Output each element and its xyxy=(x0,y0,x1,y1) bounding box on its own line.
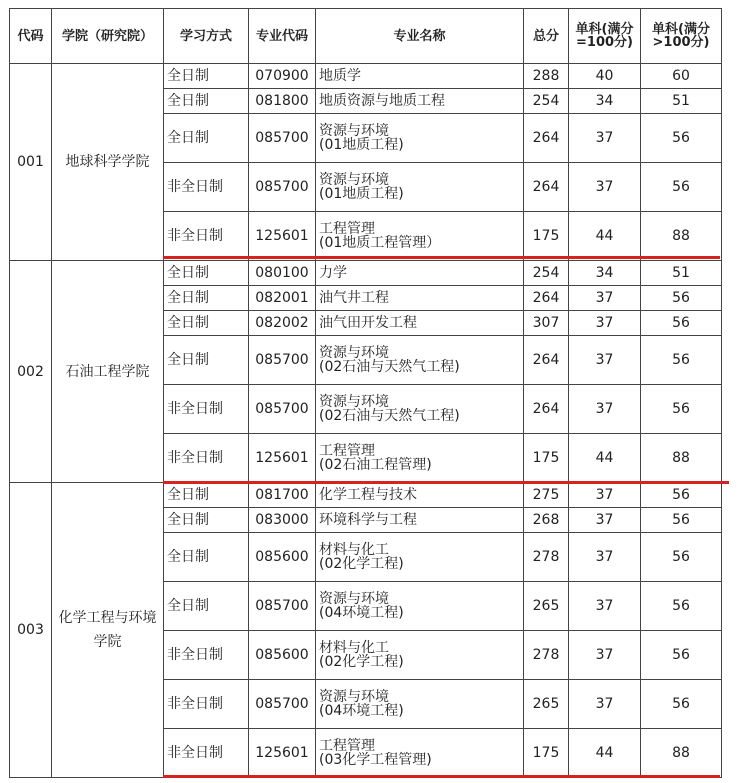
major-code-cell: 082001 xyxy=(249,286,316,311)
total-score-cell: 254 xyxy=(524,89,569,114)
major-direction-line: (04环境工程) xyxy=(319,605,404,621)
major-code-cell: 125601 xyxy=(249,212,316,261)
major-name-line: 工程管理 xyxy=(319,443,375,459)
major-direction-line: (02石油与天然气工程) xyxy=(319,408,460,424)
total-score-cell: 264 xyxy=(524,336,569,385)
study-mode-cell: 全日制 xyxy=(164,336,249,385)
single100-cell: 37 xyxy=(569,163,641,212)
major-name-line: 工程管理 xyxy=(319,221,375,237)
single-gt100-cell: 56 xyxy=(641,631,722,680)
study-mode-cell: 非全日制 xyxy=(164,434,249,483)
header-college: 学院（研究院） xyxy=(52,9,164,64)
major-name-cell xyxy=(316,434,524,483)
major-name-cell xyxy=(316,261,524,286)
major-name-cell xyxy=(316,533,524,582)
single-gt100-cell: 51 xyxy=(641,261,722,286)
total-score-cell: 175 xyxy=(524,729,569,778)
total-score-cell: 307 xyxy=(524,311,569,336)
single100-cell: 44 xyxy=(569,212,641,261)
major-name-cell xyxy=(316,483,524,508)
major-code-cell: 085700 xyxy=(249,336,316,385)
major-code-cell: 085700 xyxy=(249,385,316,434)
single-gt100-cell: 56 xyxy=(641,114,722,163)
single-gt100-cell: 56 xyxy=(641,508,722,533)
major-name-cell xyxy=(316,582,524,631)
major-code-cell: 070900 xyxy=(249,64,316,89)
major-code-cell: 125601 xyxy=(249,434,316,483)
study-mode-cell: 非全日制 xyxy=(164,631,249,680)
major-direction-line: (01地质工程管理） xyxy=(319,235,441,251)
major-direction-line: (01地质工程) xyxy=(319,137,404,153)
major-name-line: 材料与化工 xyxy=(319,542,389,558)
total-score-cell: 265 xyxy=(524,582,569,631)
single100-cell: 37 xyxy=(569,483,641,508)
total-score-cell: 278 xyxy=(524,631,569,680)
study-mode-cell: 非全日制 xyxy=(164,729,249,778)
study-mode-cell: 非全日制 xyxy=(164,680,249,729)
single-gt100-cell: 56 xyxy=(641,385,722,434)
total-score-cell: 264 xyxy=(524,114,569,163)
study-mode-cell: 非全日制 xyxy=(164,212,249,261)
header-code: 代码 xyxy=(10,9,52,64)
total-score-cell: 175 xyxy=(524,434,569,483)
total-score-cell: 254 xyxy=(524,261,569,286)
red-underline-2 xyxy=(163,481,729,484)
single100-cell: 44 xyxy=(569,729,641,778)
study-mode-cell: 全日制 xyxy=(164,508,249,533)
study-mode-cell: 全日制 xyxy=(164,114,249,163)
major-name-cell xyxy=(316,385,524,434)
study-mode-cell: 全日制 xyxy=(164,286,249,311)
table-row xyxy=(10,261,722,286)
major-name-line: 油气田开发工程 xyxy=(319,315,417,331)
major-direction-line: (01地质工程) xyxy=(319,186,404,202)
major-direction-line: (02化学工程) xyxy=(319,556,404,572)
major-name-line: 资源与环境 xyxy=(319,689,389,705)
college-code-cell: 001 xyxy=(10,64,52,261)
single100-cell: 44 xyxy=(569,434,641,483)
major-direction-line: (04环境工程) xyxy=(319,703,404,719)
single100-cell: 37 xyxy=(569,336,641,385)
header-total: 总分 xyxy=(524,9,569,64)
major-code-cell: 082002 xyxy=(249,311,316,336)
major-name-line: 材料与化工 xyxy=(319,640,389,656)
header-mode: 学习方式 xyxy=(164,9,249,64)
major-name-cell xyxy=(316,89,524,114)
major-name-cell xyxy=(316,311,524,336)
total-score-cell: 268 xyxy=(524,508,569,533)
major-name-line: 力学 xyxy=(319,265,347,281)
single-gt100-cell: 56 xyxy=(641,483,722,508)
study-mode-cell: 全日制 xyxy=(164,311,249,336)
major-name-line: 地质资源与地质工程 xyxy=(319,93,445,109)
major-name-line: 资源与环境 xyxy=(319,172,389,188)
major-name-cell xyxy=(316,114,524,163)
major-name-cell xyxy=(316,163,524,212)
major-direction-line: (03化学工程管理) xyxy=(319,752,432,768)
table-body xyxy=(10,64,722,778)
total-score-cell: 265 xyxy=(524,680,569,729)
header-major-code: 专业代码 xyxy=(249,9,316,64)
study-mode-cell: 全日制 xyxy=(164,89,249,114)
single100-cell: 37 xyxy=(569,385,641,434)
major-name-line: 资源与环境 xyxy=(319,591,389,607)
major-direction-line: (02石油工程管理) xyxy=(319,457,432,473)
study-mode-cell: 全日制 xyxy=(164,533,249,582)
single-gt100-cell: 56 xyxy=(641,582,722,631)
college-code-cell: 003 xyxy=(10,483,52,778)
single-gt100-cell: 56 xyxy=(641,163,722,212)
major-name-cell xyxy=(316,286,524,311)
major-code-cell: 085700 xyxy=(249,163,316,212)
major-name-line: 地质学 xyxy=(319,68,361,84)
major-name-line: 油气井工程 xyxy=(319,290,389,306)
header-single-gt100: 单科(满分>100分) xyxy=(641,9,722,64)
single-gt100-cell: 56 xyxy=(641,311,722,336)
major-name-line: 资源与环境 xyxy=(319,123,389,139)
major-code-cell: 081800 xyxy=(249,89,316,114)
header-single-100: 单科(满分=100分) xyxy=(569,9,641,64)
single-gt100-cell: 88 xyxy=(641,729,722,778)
major-name-line: 资源与环境 xyxy=(319,394,389,410)
major-direction-line: (02化学工程) xyxy=(319,654,404,670)
single100-cell: 34 xyxy=(569,261,641,286)
single-gt100-cell: 56 xyxy=(641,533,722,582)
total-score-cell: 264 xyxy=(524,385,569,434)
major-name-cell xyxy=(316,729,524,778)
major-name-cell xyxy=(316,336,524,385)
total-score-cell: 175 xyxy=(524,212,569,261)
single-gt100-cell: 51 xyxy=(641,89,722,114)
major-code-cell: 085700 xyxy=(249,114,316,163)
study-mode-cell: 全日制 xyxy=(164,261,249,286)
single-gt100-cell: 56 xyxy=(641,680,722,729)
single-gt100-cell: 88 xyxy=(641,434,722,483)
study-mode-cell: 全日制 xyxy=(164,582,249,631)
major-name-line: 化学工程与技术 xyxy=(319,487,417,503)
single100-cell: 37 xyxy=(569,582,641,631)
major-direction-line: (02石油与天然气工程) xyxy=(319,359,460,375)
study-mode-cell: 全日制 xyxy=(164,64,249,89)
total-score-cell: 288 xyxy=(524,64,569,89)
total-score-cell: 278 xyxy=(524,533,569,582)
total-score-cell: 264 xyxy=(524,163,569,212)
major-name-cell xyxy=(316,631,524,680)
single100-cell: 37 xyxy=(569,533,641,582)
table-row xyxy=(10,64,722,89)
college-code-cell: 002 xyxy=(10,261,52,483)
study-mode-cell: 非全日制 xyxy=(164,163,249,212)
major-code-cell: 085700 xyxy=(249,582,316,631)
table-row xyxy=(10,483,722,508)
single-gt100-cell: 56 xyxy=(641,336,722,385)
major-name-line: 工程管理 xyxy=(319,738,375,754)
major-name-cell xyxy=(316,680,524,729)
major-name-cell xyxy=(316,212,524,261)
single100-cell: 37 xyxy=(569,631,641,680)
major-code-cell: 125601 xyxy=(249,729,316,778)
score-table xyxy=(9,8,722,778)
single-gt100-cell: 88 xyxy=(641,212,722,261)
single100-cell: 37 xyxy=(569,311,641,336)
total-score-cell: 264 xyxy=(524,286,569,311)
header-row xyxy=(10,9,722,64)
major-code-cell: 085600 xyxy=(249,631,316,680)
single100-cell: 37 xyxy=(569,286,641,311)
major-code-cell: 085600 xyxy=(249,533,316,582)
major-name-cell xyxy=(316,64,524,89)
college-name-cell: 石油工程学院 xyxy=(52,261,164,483)
single-gt100-cell: 60 xyxy=(641,64,722,89)
single100-cell: 37 xyxy=(569,680,641,729)
college-name-cell: 化学工程与环境学院 xyxy=(52,483,164,778)
single100-cell: 37 xyxy=(569,114,641,163)
single100-cell: 37 xyxy=(569,508,641,533)
total-score-cell: 275 xyxy=(524,483,569,508)
single100-cell: 34 xyxy=(569,89,641,114)
red-underline-1 xyxy=(163,256,720,259)
study-mode-cell: 非全日制 xyxy=(164,385,249,434)
major-name-line: 资源与环境 xyxy=(319,345,389,361)
major-name-line: 环境科学与工程 xyxy=(319,512,417,528)
single100-cell: 40 xyxy=(569,64,641,89)
major-code-cell: 083000 xyxy=(249,508,316,533)
red-underline-3 xyxy=(163,775,720,778)
college-name-cell: 地球科学学院 xyxy=(52,64,164,261)
major-name-cell xyxy=(316,508,524,533)
header-major-name: 专业名称 xyxy=(316,9,524,64)
major-code-cell: 085700 xyxy=(249,680,316,729)
major-code-cell: 081700 xyxy=(249,483,316,508)
single-gt100-cell: 56 xyxy=(641,286,722,311)
study-mode-cell: 全日制 xyxy=(164,483,249,508)
major-code-cell: 080100 xyxy=(249,261,316,286)
